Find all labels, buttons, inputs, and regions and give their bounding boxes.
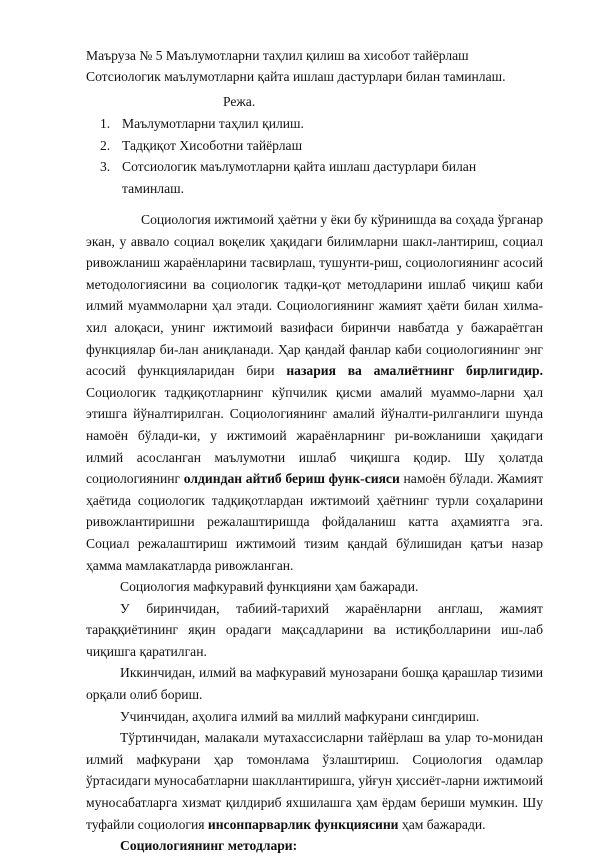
paragraph: Иккинчидан, илмий ва мафкуравий мунозарани бошқа қарашлар тизими орқали олиб бориш. [86, 665, 543, 703]
plan-item-text: Маълумотларни таҳлил қилиш. [122, 116, 304, 131]
plan-item-number: 1. [100, 116, 111, 131]
paragraph: У биринчидан, табиий-тарихий жараёнларни англаш, жамият тараққиётининг яқин орадаги мақсадларини ва истиқболларини иш-лаб чиқишга қаратилган. [86, 600, 543, 659]
plan-list [100, 113, 520, 199]
plan-item [100, 156, 520, 178]
paragraph: Учинчидан, аҳолига илмий ва миллий мафкурани сингдириш. [120, 708, 480, 724]
paragraph-text: ҳам бажаради. [398, 816, 486, 832]
emphasis-text: назария ва амалиётнинг бирлигидир. [286, 363, 544, 379]
section-heading [86, 835, 543, 857]
plan-item-text: Сотсиологик маълумотларни қайта ишлаш дастурлари билан [122, 159, 477, 175]
plan-item [100, 135, 520, 157]
plan-item [100, 113, 520, 135]
paragraph-text: намоён бўлади. Жамият ҳаётида социологик тадқиқотлардан ижтимоий ҳаётнинг турли соҳаларини ривожлантиришни режалаштиришда фойдаланиш катта аҳамиятга эга. Социал режалаштириш ижтимоий тизим қандай бўлишидан қатъи назар ҳамма мамлакатларда ривожланган. [86, 471, 544, 573]
plan-item-text: таминлаш. [122, 180, 184, 196]
lecture-subtitle: Сотсиологик маълумотларни қайта ишлаш дастурлари билан таминлаш. [86, 69, 506, 84]
plan-item-number: 2. [100, 137, 111, 153]
paragraph [86, 209, 543, 576]
lecture-title: Маъруза № 5 Маълумотларни таҳлил қилиш ва хисобот тайёрлаш [86, 48, 469, 63]
emphasis-text: олдиндан айтиб бериш функ-сияси [183, 471, 400, 487]
plan-item-number [100, 178, 122, 200]
emphasis-text: инсонпарварлик функциясини [207, 816, 399, 832]
lecture-body [86, 209, 543, 857]
plan-item-number: 3. [100, 159, 111, 175]
plan-item [100, 178, 520, 200]
section-heading-text: Социологиянинг методлари: [120, 838, 298, 854]
paragraph [86, 727, 543, 835]
paragraph: Социология мафкуравий функцияни ҳам бажаради. [120, 579, 419, 595]
paragraph-text: Социологик тадқиқотларнинг кўпчилик қисми амалий муаммо-ларни ҳал этишга йўналтирилган. Социологиянинг амалий йўналти-рилганлиги шунда намоён бўлади-ки, у ижтимоий жараёнларнинг ри-вожланиши ҳақидаги илмий асосланган маълумотни ишлаб чиқишга қодир. Шу ҳолатда социологиянинг [86, 384, 543, 487]
plan-heading: Режа. [223, 94, 256, 109]
plan-item-text: Тадқиқот Хисоботни тайёрлаш [122, 137, 303, 153]
paragraph-text: Тўртинчидан, малакали мутахассисларни тайёрлаш ва улар то-монидан илмий мафкурани ҳар томонлама ўзлаштириш. Социология одамлар ўртасидаги муносабатларни шакллантиришга, уйғун ҳиссиёт-ларни ижтимоий муносабатларга хизмат қилдириб яхшилашга ҳам ёрдам бериши мумкин. Шу туфайли социология [86, 730, 543, 832]
paragraph-text: Социология ижтимоий ҳаётни у ёки бу кўринишда ва соҳада ўрганар экан, у аввало социал воқелик ҳақидаги билимларни шакл-лантириш, социал ривожланиш жараёнларини тасвирлаш, тушунти-риш, социологиянинг асосий методологиясини ва социологик тадқи-қот методларини ишлаб чиқиш каби илмий муаммоларни ҳал этади. Социологиянинг жамият ҳаёти билан хилма-хил алоқаси, унинг ижтимоий вазифаси биринчи навбатда у бажараётган функциялар би-лан аниқланади. Ҳар қандай фанлар каби социологиянинг энг асосий функцияларидан бири [86, 212, 543, 379]
